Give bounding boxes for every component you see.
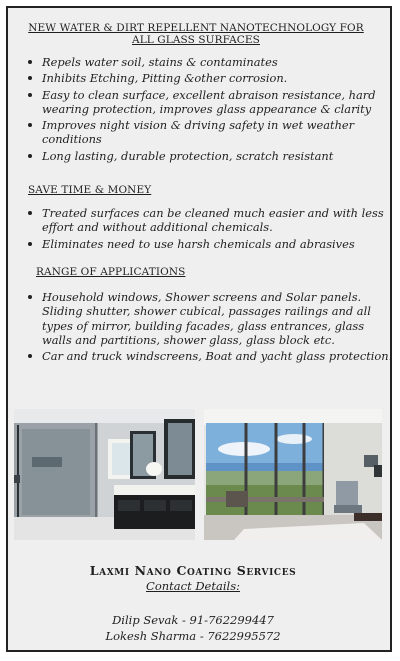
- list-item: Eliminates need to use harsh chemicals and abrasives: [42, 237, 394, 251]
- list-item: Inhibits Etching, Pitting &other corrosion.: [42, 71, 394, 85]
- contact-line: Lokesh Sharma - 7622995572: [105, 629, 281, 643]
- list-item: Treated surfaces can be cleaned much easier and with less effort and without additional chemicals.: [42, 206, 394, 235]
- contact-label: Contact Details:: [146, 579, 240, 593]
- list-item: Car and truck windscreens, Boat and yacht glass protection.: [42, 349, 393, 364]
- bathroom-photo: [14, 409, 195, 540]
- list-item: Repels water soil, stains & contaminates: [42, 55, 394, 69]
- list-item: Improves night vision & driving safety in wet weather conditions: [42, 118, 394, 147]
- savings-list: [20, 206, 394, 253]
- living-room-photo: [204, 409, 382, 540]
- list-item: Easy to clean surface, excellent abraison resistance, hard wearing protection, improves glass appearance & clarity: [42, 88, 394, 117]
- list-item: Long lasting, durable protection, scratch resistant: [42, 149, 394, 163]
- benefits-heading: NEW WATER & DIRT REPELLENT NANOTECHNOLOGY FOR ALL GLASS SURFACES: [28, 22, 364, 46]
- savings-heading: SAVE TIME & MONEY: [28, 184, 152, 196]
- contact-line: Dilip Sevak - 91-762299447: [112, 613, 274, 627]
- applications-list: [20, 290, 394, 365]
- list-item: Household windows, Shower screens and Solar panels. Sliding shutter, shower cubical, passages railings and all types of mirror, building facades, glass entrances, glass walls and partitions, shower glass, glass block etc.: [42, 290, 394, 347]
- company-name: Laxmi Nano Coating Services: [89, 563, 297, 578]
- benefits-list: [20, 55, 394, 165]
- applications-heading: RANGE OF APPLICATIONS: [36, 266, 186, 278]
